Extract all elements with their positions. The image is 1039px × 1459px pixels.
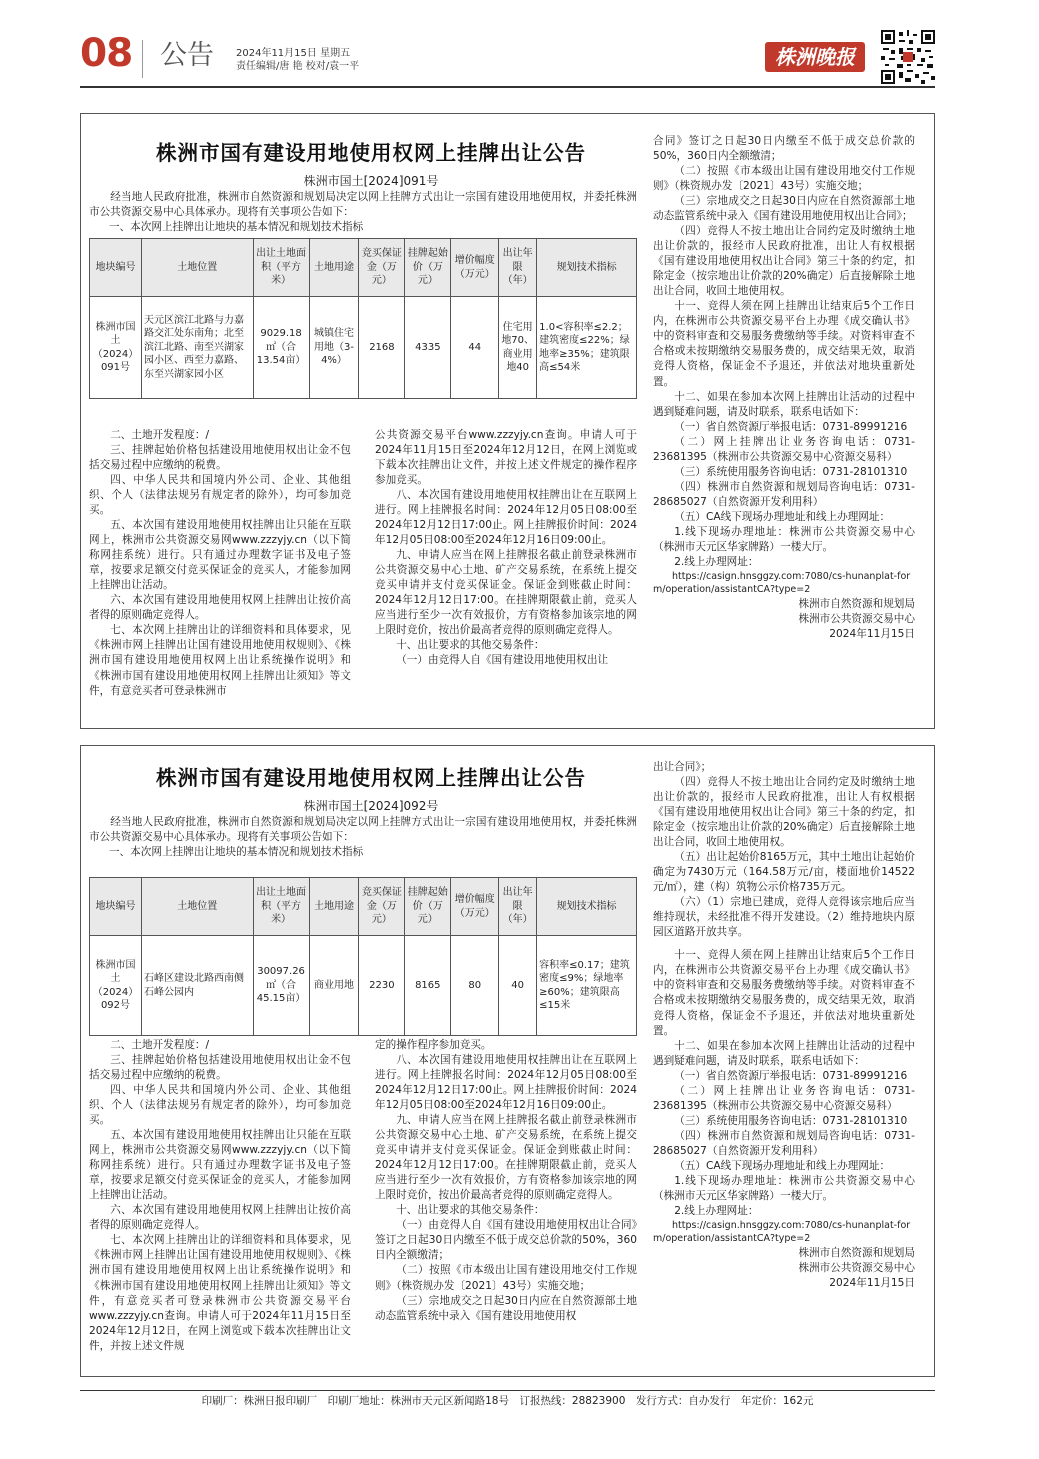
column-b [375, 428, 637, 669]
table-header: 土地位置 [141, 878, 253, 936]
signature-date: 2024年11月15日 [829, 1276, 915, 1289]
column-a [89, 1038, 351, 1354]
paragraph: 十、出让要求的其他交易条件： [396, 1204, 545, 1217]
paragraph: 六、本次国有建设用地使用权网上挂牌出让按价高者得的原则确定竞得人。 [89, 1204, 351, 1232]
paragraph: 四、中华人民共和国境内外公司、企业、其他组织、个人（法律法规另有规定者的除外），均可参加竞买。 [89, 474, 351, 517]
paragraph: 定的操作程序参加竞买。 [375, 1039, 492, 1051]
table-header: 地块编号 [90, 878, 142, 936]
paragraph: 二、土地开发程度：/ [110, 429, 210, 441]
paragraph: （四）竞得人不按土地出让合同约定及时缴纳土地出让价款的，报经市人民政府批准，出让人有权根据《国有建设用地使用权出让合同》第三十条的约定，扣除定金（按宗地出让价款的20%确定）后直接解除土地出让合同，收回土地使用权。 [653, 225, 915, 298]
contact-line: （四）株洲市自然资源和规划局咨询电话：0731-28685027（自然资源开发利用科） [653, 1129, 915, 1157]
table-cell: 石峰区建设北路西南侧石峰公园内 [141, 936, 253, 1036]
table-cell: 住宅用地70、商业用地40 [499, 297, 537, 399]
contact-line: （二）网上挂牌出让业务咨询电话：0731-23681395（株洲市公共资源交易中心资源交易科） [653, 1084, 915, 1112]
table-header: 规划技术指标 [537, 878, 637, 936]
paragraph: 出让合同》； [653, 761, 712, 773]
table-header: 挂牌起始价（万元） [405, 878, 451, 936]
table-cell: 2168 [359, 297, 405, 399]
paragraph: 八、本次国有建设用地使用权挂牌出让在互联网上进行。网上挂牌报名时间：2024年12月05日08:00至2024年12月12日17:00止。网上挂牌报价时间：2024年12月05日08:00至2024年12月16日09:00止。 [375, 489, 637, 547]
section-heading: 一、本次网上挂牌出让地块的基本情况和规划技术指标 [109, 846, 364, 858]
notice-intro: 经当地人民政府批准，株洲市自然资源和规划局决定以网上挂牌方式出让一宗国有建设用地使用权，并委托株洲市公共资源交易中心具体承办。现将有关事项公告如下： [89, 816, 637, 844]
table-cell: 天元区滨江北路与力嘉路交汇处东南角；北至滨江北路、南至兴湖家园小区、西至力嘉路、东至兴湖家园小区 [141, 297, 253, 399]
contact-line: 1.线下现场办理地址：株洲市公共资源交易中心（株洲市天元区华家牌路）一楼大厅。 [653, 525, 915, 553]
paragraph: 十一、竞得人须在网上挂牌出让结束后5个工作日内，在株洲市公共资源交易平台上办理《成交确认书》中的资料审查和交易服务费缴纳等手续。对资料审查不合格或未按期缴纳交易服务费的，成交结果无效，取消竞得人资格，保证金不予退还，并依法对地块重新处置。 [653, 300, 915, 388]
table-row [90, 297, 637, 399]
editor-line: 责任编辑/唐 艳 校对/袁一平 [236, 60, 360, 72]
table-header: 土地位置 [141, 239, 253, 297]
paragraph: （三）宗地成交之日起30日内应在自然资源部土地动态监管系统中录入《国有建设用地使用权 [375, 1294, 637, 1322]
table-cell: 1.0<容积率≤2.2；建筑密度≤22%；绿地率≥35%；建筑限高≤54米 [537, 297, 637, 399]
column-c [653, 134, 915, 642]
signature-line: 株洲市公共资源交易中心 [798, 612, 915, 625]
paragraph: （三）宗地成交之日起30日内应在自然资源部土地动态监管系统中录入《国有建设用地使用权出让合同》； [653, 195, 915, 223]
paragraph: 五、本次国有建设用地使用权挂牌出让只能在互联网上，株洲市公共资源交易网www.zzzyjy.cn（以下简称网挂系统）进行。只有通过办理数字证书及电子签章，按要求足额交付竞买保证金的竞买人，才能参加网上挂牌出让活动。 [89, 519, 351, 592]
paragraph: 三、挂牌起始价格包括建设用地使用权出让金不包括交易过程中应缴纳的税费。 [89, 444, 351, 472]
contact-line: （二）网上挂牌出让业务咨询电话：0731-23681395（株洲市公共资源交易中心资源交易科） [653, 435, 915, 463]
paragraph: 四、中华人民共和国境内外公司、企业、其他组织、个人（法律法规另有规定者的除外），均可参加竞买。 [89, 1084, 351, 1127]
paragraph: （四）竞得人不按土地出让合同约定及时缴纳土地出让价款的，报经市人民政府批准，出让人有权根据《国有建设用地使用权出让合同》第三十条的约定，扣除定金（按宗地出让价款的20%确定）后直接解除土地出让合同，收回土地使用权。 [653, 776, 915, 849]
contact-line: （四）株洲市自然资源和规划局咨询电话：0731-28685027（自然资源开发利用科） [653, 480, 915, 508]
notice-title: 株洲市国有建设用地使用权网上挂牌出让公告 [156, 141, 586, 165]
notice-092 [80, 745, 935, 1377]
masthead [0, 0, 1039, 100]
footer-rule [80, 1390, 935, 1391]
table-header: 出让年限（年） [499, 878, 537, 936]
paragraph: 五、本次国有建设用地使用权挂牌出让只能在互联网上，株洲市公共资源交易网www.zzzyjy.cn（以下简称网挂系统）进行。只有通过办理数字证书及电子签章，按要求足额交付竞买保证金的竞买人，才能参加网上挂牌出让活动。 [89, 1129, 351, 1202]
table-header: 土地用途 [309, 878, 359, 936]
table-header: 竞买保证金（万元） [359, 878, 405, 936]
table-header: 增价幅度（万元） [451, 878, 499, 936]
contact-line: （五）CA线下现场办理地址和线上办理网址： [674, 1159, 891, 1172]
notice-title: 株洲市国有建设用地使用权网上挂牌出让公告 [156, 766, 586, 790]
signature-date: 2024年11月15日 [829, 627, 915, 640]
table-header-row [90, 878, 637, 936]
paragraph: 十、出让要求的其他交易条件： [396, 639, 545, 652]
contact-line: 1.线下现场办理地址：株洲市公共资源交易中心（株洲市天元区华家牌路）一楼大厅。 [653, 1174, 915, 1202]
table-cell: 80 [451, 936, 499, 1036]
qr-code-icon [881, 30, 935, 84]
table-cell: 4335 [405, 297, 451, 399]
paragraph: （一）由竞得人自《国有建设用地使用权出让合同》签订之日起30日内缴至不低于成交总价款的50%，360日内全额缴清； [375, 1219, 637, 1262]
page-number: 08 [80, 31, 133, 76]
table-header: 竞买保证金（万元） [359, 239, 405, 297]
url-text: https://casign.hnsggzy.com:7080/cs-hunanplat-form/operation/assistantCA?type=2 [653, 1219, 911, 1245]
notice-doc-number: 株洲市国土[2024]091号 [303, 174, 439, 188]
url-text: https://casign.hnsggzy.com:7080/cs-hunanplat-form/operation/assistantCA?type=2 [653, 570, 911, 596]
paragraph: 十二、如果在参加本次网上挂牌出让活动的过程中遇到疑难问题，请及时联系，联系电话如下： [653, 1039, 915, 1067]
paragraph: （二）按照《市本级出让国有建设用地交付工作规则》（株资规办发〔2021〕43号）实施交地； [375, 1264, 637, 1292]
contact-line: （一）省自然资源厅举报电话：0731-89991216 [674, 1069, 908, 1082]
parcel-table [89, 238, 637, 399]
notice-091 [80, 113, 935, 729]
paragraph: （二）按照《市本级出让国有建设用地交付工作规则》（株资规办发〔2021〕43号）实施交地； [653, 165, 915, 193]
paragraph: 合同》签订之日起30日内缴至不低于成交总价款的50%，360日内全额缴清； [653, 135, 915, 163]
paragraph: 十二、如果在参加本次网上挂牌出让活动的过程中遇到疑难问题，请及时联系，联系电话如下： [653, 390, 915, 418]
notice-doc-number: 株洲市国土[2024]092号 [303, 799, 439, 813]
contact-line: 2.线上办理网址： [674, 1204, 759, 1217]
contact-line: 2.线上办理网址： [674, 555, 759, 568]
signature-line: 株洲市自然资源和规划局 [798, 597, 915, 610]
table-cell: 商业用地 [309, 936, 359, 1036]
table-header: 地块编号 [90, 239, 142, 297]
paragraph: 七、本次网上挂牌出让的详细资料和具体要求，见《株洲市网上挂牌出让国有建设用地使用权规则》、《株洲市国有建设用地使用权网上出让系统操作说明》和《株洲市国有建设用地使用权网上挂牌出让须知》等文件，有意竞买者可登录株洲市公共资源交易平台www.zzzyjy.cn查询。申请人可于2024年11月15日至2024年12月12日，在网上浏览或下载本次挂牌出让文件，并按上述文件规 [89, 1234, 351, 1352]
table-cell: 容积率≤0.17；建筑密度≤9%；绿地率≥60%；建筑限高≤15米 [537, 936, 637, 1036]
table-header-row [90, 239, 637, 297]
column-a [89, 428, 351, 699]
table-row [90, 936, 637, 1036]
header-meta [236, 48, 359, 73]
column-b [375, 1038, 637, 1324]
signature-line: 株洲市自然资源和规划局 [798, 1246, 915, 1259]
table-header: 出让土地面积（平方米） [253, 239, 309, 297]
section-heading: 一、本次网上挂牌出让地块的基本情况和规划技术指标 [109, 221, 364, 233]
date-line: 2024年11月15日 星期五 [236, 48, 351, 59]
table-header: 增价幅度（万元） [451, 239, 499, 297]
table-header: 挂牌起始价（万元） [405, 239, 451, 297]
paragraph: 八、本次国有建设用地使用权挂牌出让在互联网上进行。网上挂牌报名时间：2024年12月05日08:00至2024年12月12日17:00止。网上挂牌报价时间：2024年12月05日08:00至2024年12月16日09:00止。 [375, 1054, 637, 1112]
table-cell: 2230 [359, 936, 405, 1036]
table-header: 规划技术指标 [537, 239, 637, 297]
table-cell: 40 [499, 936, 537, 1036]
notice-intro: 经当地人民政府批准，株洲市自然资源和规划局决定以网上挂牌方式出让一宗国有建设用地使用权，并委托株洲市公共资源交易中心具体承办。现将有关事项公告如下： [89, 191, 637, 219]
paragraph: 七、本次网上挂牌出让的详细资料和具体要求，见《株洲市网上挂牌出让国有建设用地使用权规则》、《株洲市国有建设用地使用权网上出让系统操作说明》和《株洲市国有建设用地使用权网上挂牌出让须知》等文件，有意竞买者可登录株洲市 [89, 624, 351, 697]
paragraph: （六）（1）宗地已建成，竞得人竞得该宗地后应当维持现状，未经批准不得开发建设。（2）维持地块内原园区道路开放共享。 [653, 896, 915, 939]
signature-line: 株洲市公共资源交易中心 [798, 1261, 915, 1274]
imprint-footer: 印刷厂：株洲日报印刷厂 印刷厂地址：株洲市天元区新闻路18号 订报热线：28823900 发行方式：自办发行 年定价：162元 [201, 1395, 814, 1407]
header-divider [142, 40, 143, 78]
table-header: 出让土地面积（平方米） [253, 878, 309, 936]
table-header: 土地用途 [309, 239, 359, 297]
header-rule [80, 86, 935, 88]
paragraph: 二、土地开发程度：/ [110, 1039, 210, 1051]
table-cell: 8165 [405, 936, 451, 1036]
table-cell: 城镇住宅用地（3-4%） [309, 297, 359, 399]
table-cell: 株洲市国土（2024）092号 [90, 936, 142, 1036]
paragraph: 公共资源交易平台www.zzzyjy.cn查询。申请人可于2024年11月15日至2024年12月12日，在网上浏览或下载本次挂牌出让文件，并按上述文件规定的操作程序参加竞买。 [375, 429, 637, 487]
table-header: 出让年限（年） [499, 239, 537, 297]
newspaper-logo: 株洲晚报 [765, 42, 865, 72]
table-cell: 9029.18㎡（合13.54亩） [253, 297, 309, 399]
paragraph: （一）由竞得人自《国有建设用地使用权出让 [396, 654, 609, 667]
contact-line: （三）系统使用服务咨询电话：0731-28101310 [674, 1114, 908, 1127]
section-name: 公告 [160, 40, 214, 71]
paragraph: （五）出让起始价8165万元，其中土地出让起始价确定为7430万元（164.58万元/亩，楼面地价14522元/㎡），建（构）筑物公示价格735万元。 [653, 851, 915, 894]
table-cell: 株洲市国土（2024）091号 [90, 297, 142, 399]
paragraph: 十一、竞得人须在网上挂牌出让结束后5个工作日内，在株洲市公共资源交易平台上办理《成交确认书》中的资料审查和交易服务费缴纳等手续。对资料审查不合格或未按期缴纳交易服务费的，成交结果无效，取消竞得人资格，保证金不予退还，并依法对地块重新处置。 [653, 949, 915, 1037]
table-cell: 30097.26㎡（合45.15亩） [253, 936, 309, 1036]
paragraph: 九、申请人应当在网上挂牌报名截止前登录株洲市公共资源交易中心土地、矿产交易系统，在系统上提交竞买申请并支付竞买保证金。保证金到账截止时间：2024年12月12日17:00。在挂牌期限截止前，竞买人应当进行至少一次有效报价，方有资格参加该宗地的网上限时竞价，按出价最高者竞得的原则确定竞得人。 [375, 1114, 637, 1202]
column-c [653, 760, 915, 1291]
paragraph: 六、本次国有建设用地使用权网上挂牌出让按价高者得的原则确定竞得人。 [89, 594, 351, 622]
contact-line: （五）CA线下现场办理地址和线上办理网址： [674, 510, 891, 523]
parcel-table [89, 877, 637, 1036]
table-cell: 44 [451, 297, 499, 399]
paragraph: 三、挂牌起始价格包括建设用地使用权出让金不包括交易过程中应缴纳的税费。 [89, 1054, 351, 1082]
contact-line: （一）省自然资源厅举报电话：0731-89991216 [674, 420, 908, 433]
contact-line: （三）系统使用服务咨询电话：0731-28101310 [674, 465, 908, 478]
paragraph: 九、申请人应当在网上挂牌报名截止前登录株洲市公共资源交易中心土地、矿产交易系统，在系统上提交竞买申请并支付竞买保证金。保证金到账截止时间：2024年12月12日17:00。在挂牌期限截止前，竞买人应当进行至少一次有效报价，方有资格参加该宗地的网上限时竞价，按出价最高者竞得的原则确定竞得人。 [375, 549, 637, 637]
